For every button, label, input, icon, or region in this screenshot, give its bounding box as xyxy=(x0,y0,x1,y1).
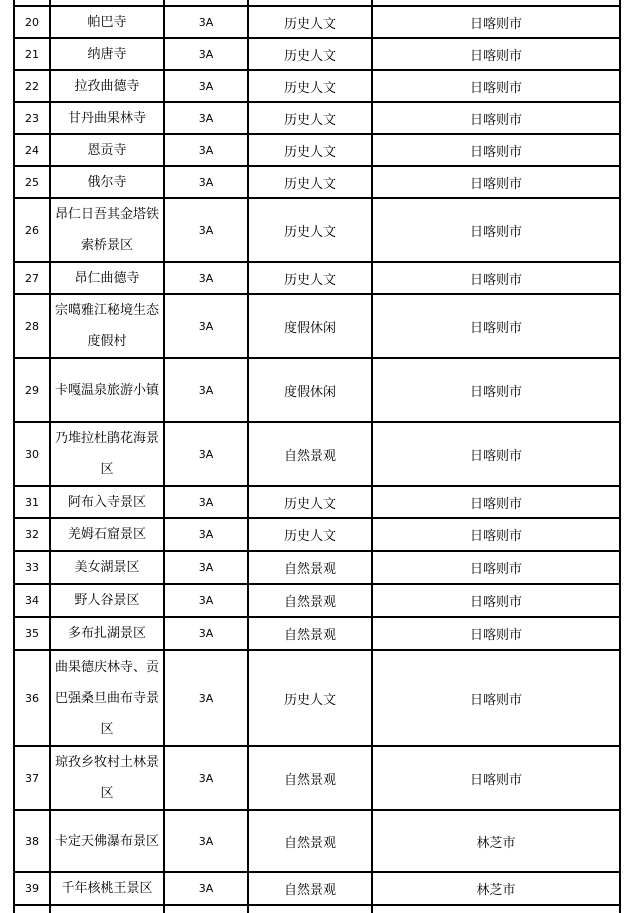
table-row xyxy=(14,358,620,422)
scenic-level xyxy=(164,518,248,551)
scenic-spot-name-text: 千年核桃王景区 xyxy=(61,881,153,896)
table-row xyxy=(14,262,620,294)
row-number xyxy=(14,166,50,198)
scenic-level-text: 3A xyxy=(198,447,214,461)
column-divider xyxy=(13,0,15,913)
city-name xyxy=(372,294,620,358)
scenic-spot-name-text: 琼孜乡牧村土林景区 xyxy=(54,755,159,801)
row-number-text: 38 xyxy=(25,834,39,848)
row-divider xyxy=(14,69,620,71)
scenic-spot-name xyxy=(50,262,164,294)
city-name-text: 日喀则市 xyxy=(469,595,522,610)
scenic-type xyxy=(248,422,372,486)
scenic-level xyxy=(164,872,248,905)
scenic-spot-name-text: 恩贡寺 xyxy=(87,142,127,158)
scenic-spot-name-text: 甘丹曲果林寺 xyxy=(67,110,146,126)
column-divider xyxy=(619,0,621,913)
scenic-spot-name xyxy=(50,198,164,262)
city-name xyxy=(372,198,620,262)
scenic-spot-name xyxy=(50,746,164,810)
row-number-text: 31 xyxy=(25,495,39,509)
row-divider xyxy=(14,871,620,873)
scenic-spot-name xyxy=(50,584,164,617)
row-number xyxy=(14,872,50,905)
scenic-type xyxy=(248,617,372,650)
scenic-level-text: 3A xyxy=(198,834,214,848)
row-number xyxy=(14,70,50,102)
city-name-text: 日喀则市 xyxy=(469,320,522,336)
city-name-text: 日喀则市 xyxy=(469,692,522,708)
row-number xyxy=(14,486,50,518)
scenic-spot-name xyxy=(50,166,164,198)
scenic-type-text: 历史人文 xyxy=(283,529,336,544)
scenic-level-text: 3A xyxy=(198,319,214,333)
scenic-spot-name xyxy=(50,486,164,518)
scenic-level-text: 3A xyxy=(198,47,214,61)
row-divider xyxy=(14,293,620,295)
scenic-type xyxy=(248,872,372,905)
scenic-type-text: 历史人文 xyxy=(283,80,336,96)
city-name-text: 日喀则市 xyxy=(469,224,522,240)
table-row xyxy=(14,422,620,486)
scenic-type-text: 自然景观 xyxy=(283,772,336,788)
table-row xyxy=(14,518,620,551)
scenic-type-text: 自然景观 xyxy=(283,562,336,577)
scenic-type-text: 历史人文 xyxy=(283,176,336,192)
scenic-type xyxy=(248,518,372,551)
scenic-spot-name-text: 阿布入寺景区 xyxy=(67,494,146,510)
city-name xyxy=(372,486,620,518)
scenic-spot-name xyxy=(50,294,164,358)
table-row xyxy=(14,486,620,518)
scenic-type-text: 历史人文 xyxy=(283,16,336,32)
table-row xyxy=(14,198,620,262)
row-number xyxy=(14,650,50,746)
scenic-spot-name xyxy=(50,518,164,551)
row-divider xyxy=(14,5,620,7)
scenic-level-text: 3A xyxy=(198,223,214,237)
column-divider xyxy=(49,0,51,913)
scenic-spot-name-text: 多布扎湖景区 xyxy=(67,626,146,641)
scenic-level xyxy=(164,70,248,102)
row-number-text: 25 xyxy=(25,175,39,189)
scenic-type-text: 度假休闲 xyxy=(283,384,336,400)
table-row xyxy=(14,134,620,166)
scenic-spot-name-text: 昂仁曲德寺 xyxy=(74,270,140,286)
scenic-spot-name xyxy=(50,872,164,905)
row-number-text: 39 xyxy=(25,882,39,895)
city-name-text: 林芝市 xyxy=(476,883,516,898)
table-row xyxy=(14,294,620,358)
table-row xyxy=(14,746,620,810)
column-divider xyxy=(163,0,165,913)
city-name xyxy=(372,872,620,905)
row-divider xyxy=(14,37,620,39)
column-divider xyxy=(247,0,249,913)
city-name xyxy=(372,358,620,422)
city-name xyxy=(372,584,620,617)
table-row xyxy=(14,650,620,746)
scenic-level-text: 3A xyxy=(198,561,214,574)
scenic-level xyxy=(164,102,248,134)
city-name-text: 日喀则市 xyxy=(469,772,522,788)
scenic-spot-name-text: 野人谷景区 xyxy=(74,593,140,608)
row-divider xyxy=(14,809,620,811)
row-number xyxy=(14,584,50,617)
table-row xyxy=(14,617,620,650)
row-number xyxy=(14,617,50,650)
scenic-level xyxy=(164,584,248,617)
scenic-type-text: 历史人文 xyxy=(283,224,336,240)
row-divider xyxy=(14,261,620,263)
scenic-type xyxy=(248,6,372,38)
scenic-type-text: 自然景观 xyxy=(283,595,336,610)
scenic-type-text: 历史人文 xyxy=(283,496,336,512)
row-number-text: 20 xyxy=(25,15,39,29)
scenic-spot-name-text: 宗噶雅江秘境生态度假村 xyxy=(54,303,159,349)
scenic-spot-name xyxy=(50,102,164,134)
scenic-type xyxy=(248,584,372,617)
scenic-type-text: 历史人文 xyxy=(283,692,336,708)
row-number-text: 36 xyxy=(25,691,39,705)
column-divider xyxy=(371,0,373,913)
table-row xyxy=(14,6,620,38)
scenic-level xyxy=(164,294,248,358)
city-name-text: 日喀则市 xyxy=(469,529,522,544)
city-name xyxy=(372,102,620,134)
city-name-text: 日喀则市 xyxy=(469,628,522,643)
table-row xyxy=(14,70,620,102)
row-number-text: 23 xyxy=(25,111,39,125)
city-name-text: 日喀则市 xyxy=(469,144,522,160)
scenic-type-text: 历史人文 xyxy=(283,272,336,288)
scenic-level-text: 3A xyxy=(198,691,214,705)
scenic-level xyxy=(164,262,248,294)
scenic-type xyxy=(248,746,372,810)
scenic-level-text: 3A xyxy=(198,594,214,607)
row-number xyxy=(14,746,50,810)
scenic-type xyxy=(248,262,372,294)
scenic-spot-name-text: 拉孜曲德寺 xyxy=(74,78,140,94)
scenic-level xyxy=(164,486,248,518)
city-name xyxy=(372,262,620,294)
scenic-type xyxy=(248,38,372,70)
scenic-level xyxy=(164,810,248,872)
scenic-level xyxy=(164,746,248,810)
scenic-type xyxy=(248,70,372,102)
city-name-text: 日喀则市 xyxy=(469,80,522,96)
city-name xyxy=(372,38,620,70)
city-name-text: 日喀则市 xyxy=(469,384,522,400)
row-number-text: 35 xyxy=(25,627,39,640)
city-name xyxy=(372,551,620,584)
scenic-level-text: 3A xyxy=(198,771,214,785)
row-number xyxy=(14,518,50,551)
scenic-spot-name-text: 昂仁日吾其金塔铁索桥景区 xyxy=(54,207,159,253)
city-name xyxy=(372,70,620,102)
row-divider xyxy=(14,550,620,552)
scenic-spot-name-text: 俄尔寺 xyxy=(87,174,127,190)
table-row xyxy=(14,810,620,872)
scenic-spot-name xyxy=(50,617,164,650)
row-divider xyxy=(14,101,620,103)
city-name xyxy=(372,518,620,551)
scenic-spot-name xyxy=(50,810,164,872)
city-name xyxy=(372,422,620,486)
row-divider xyxy=(14,421,620,423)
row-divider xyxy=(14,485,620,487)
row-divider xyxy=(14,904,620,906)
row-divider xyxy=(14,517,620,519)
scenic-type xyxy=(248,650,372,746)
city-name-text: 日喀则市 xyxy=(469,16,522,32)
scenic-level xyxy=(164,6,248,38)
row-number xyxy=(14,134,50,166)
scenic-level-text: 3A xyxy=(198,143,214,157)
table-row xyxy=(14,584,620,617)
scenic-spot-name-text: 纳唐寺 xyxy=(87,46,127,62)
scenic-type-text: 自然景观 xyxy=(283,835,336,851)
scenic-level-text: 3A xyxy=(198,882,214,895)
city-name xyxy=(372,650,620,746)
scenic-level xyxy=(164,134,248,166)
scenic-type-text: 度假休闲 xyxy=(283,320,336,336)
row-number-text: 33 xyxy=(25,561,39,574)
row-number-text: 29 xyxy=(25,383,39,397)
scenic-level-text: 3A xyxy=(198,627,214,640)
row-number-text: 21 xyxy=(25,47,39,61)
city-name xyxy=(372,746,620,810)
table-row xyxy=(14,872,620,905)
scenic-type xyxy=(248,134,372,166)
scenic-spot-name xyxy=(50,134,164,166)
scenic-spot-name-text: 卡定天佛瀑布景区 xyxy=(54,833,159,849)
scenic-level-text: 3A xyxy=(198,175,214,189)
row-number xyxy=(14,358,50,422)
scenic-type xyxy=(248,358,372,422)
scenic-level xyxy=(164,422,248,486)
scenic-level-text: 3A xyxy=(198,79,214,93)
row-divider xyxy=(14,357,620,359)
table-row xyxy=(14,38,620,70)
row-number xyxy=(14,422,50,486)
scenic-spot-name-text: 美女湖景区 xyxy=(74,560,140,575)
scenic-level xyxy=(164,617,248,650)
row-number xyxy=(14,6,50,38)
row-number-text: 28 xyxy=(25,319,39,333)
scenic-spot-name xyxy=(50,358,164,422)
row-divider xyxy=(14,616,620,618)
scenic-spot-name xyxy=(50,551,164,584)
city-name-text: 日喀则市 xyxy=(469,48,522,64)
row-number xyxy=(14,102,50,134)
row-divider xyxy=(14,133,620,135)
scenic-type xyxy=(248,102,372,134)
scenic-spot-name-text: 曲果德庆林寺、贡巴强桑旦曲布寺景区 xyxy=(54,659,159,737)
city-name xyxy=(372,166,620,198)
city-name xyxy=(372,810,620,872)
city-name-text: 日喀则市 xyxy=(469,272,522,288)
row-number-text: 26 xyxy=(25,223,39,237)
row-number-text: 24 xyxy=(25,143,39,157)
scenic-level xyxy=(164,650,248,746)
scenic-type-text: 历史人文 xyxy=(283,112,336,128)
row-number-text: 34 xyxy=(25,594,39,607)
row-divider xyxy=(14,649,620,651)
row-number-text: 37 xyxy=(25,771,39,785)
row-number-text: 30 xyxy=(25,447,39,461)
row-number-text: 32 xyxy=(25,528,39,541)
scenic-level-text: 3A xyxy=(198,383,214,397)
row-number xyxy=(14,38,50,70)
scenic-level xyxy=(164,198,248,262)
table-row xyxy=(14,102,620,134)
row-divider xyxy=(14,165,620,167)
scenic-type-text: 历史人文 xyxy=(283,48,336,64)
scenic-type xyxy=(248,166,372,198)
scenic-spot-name xyxy=(50,70,164,102)
scenic-type-text: 自然景观 xyxy=(283,883,336,898)
row-number xyxy=(14,810,50,872)
scenic-level-text: 3A xyxy=(198,111,214,125)
scenic-spot-name-text: 帕巴寺 xyxy=(87,14,127,30)
row-divider xyxy=(14,745,620,747)
scenic-type xyxy=(248,486,372,518)
city-name-text: 日喀则市 xyxy=(469,448,522,464)
city-name-text: 日喀则市 xyxy=(469,496,522,512)
city-name-text: 日喀则市 xyxy=(469,562,522,577)
scenic-level xyxy=(164,38,248,70)
scenic-type-text: 自然景观 xyxy=(283,628,336,643)
table-row xyxy=(14,166,620,198)
scenic-type xyxy=(248,294,372,358)
scenic-spot-name-text: 羌姆石窟景区 xyxy=(67,527,146,542)
scenic-level-text: 3A xyxy=(198,15,214,29)
city-name xyxy=(372,617,620,650)
row-divider xyxy=(14,197,620,199)
row-number-text: 27 xyxy=(25,271,39,285)
scenic-type xyxy=(248,810,372,872)
scenic-spot-name xyxy=(50,650,164,746)
row-number xyxy=(14,294,50,358)
scenic-spot-name xyxy=(50,38,164,70)
city-name xyxy=(372,134,620,166)
scenic-level-text: 3A xyxy=(198,528,214,541)
table-row xyxy=(14,551,620,584)
city-name-text: 日喀则市 xyxy=(469,112,522,128)
scenic-spot-name xyxy=(50,6,164,38)
scenic-spot-name-text: 乃堆拉杜鹃花海景区 xyxy=(54,431,159,477)
scenic-level xyxy=(164,166,248,198)
scenic-spot-name-text: 卡嘎温泉旅游小镇 xyxy=(54,382,159,398)
scenic-type-text: 历史人文 xyxy=(283,144,336,160)
scenic-type-text: 自然景观 xyxy=(283,448,336,464)
scenic-level xyxy=(164,358,248,422)
row-number xyxy=(14,198,50,262)
scenic-spot-name xyxy=(50,422,164,486)
scenic-level xyxy=(164,551,248,584)
scenic-type xyxy=(248,551,372,584)
city-name xyxy=(372,6,620,38)
scenic-level-text: 3A xyxy=(198,271,214,285)
city-name-text: 林芝市 xyxy=(476,835,516,851)
row-number xyxy=(14,262,50,294)
row-divider xyxy=(14,583,620,585)
row-number-text: 22 xyxy=(25,79,39,93)
row-number xyxy=(14,551,50,584)
city-name-text: 日喀则市 xyxy=(469,176,522,192)
scenic-type xyxy=(248,198,372,262)
scenic-level-text: 3A xyxy=(198,495,214,509)
